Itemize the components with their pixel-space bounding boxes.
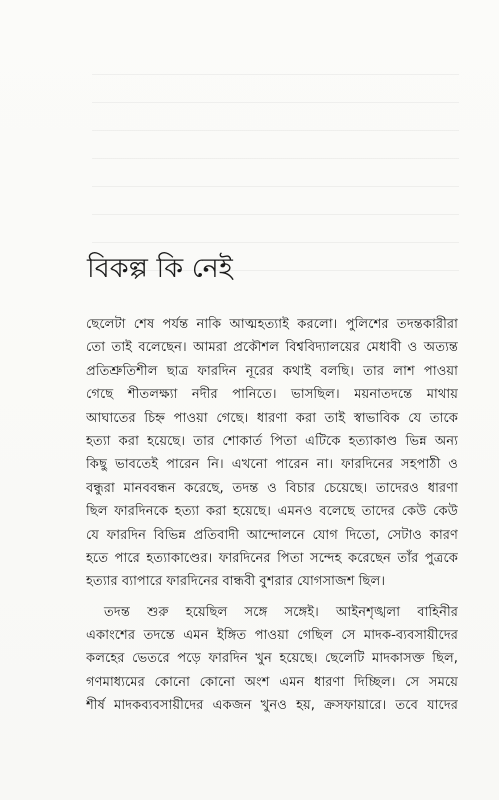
text-line: গেছে শীতলক্ষ্যা নদীর পানিতে। ভাসছিল। ময়নাতদন্তে মাথায় bbox=[86, 387, 458, 403]
text-line: বন্ধুরা মানববন্ধন করেছে, তদন্ত ও বিচার চেয়েছে। তাদেরও ধারণা bbox=[86, 480, 458, 496]
text-line: ছেলেটা শেষ পর্যন্ত নাকি আত্মহত্যাই করলো। পুলিশের তদন্তকারীরা bbox=[86, 317, 458, 332]
text-line: প্রতিশ্রুতিশীল ছাত্র ফারদিন নূরের কথাই বলছি। তার লাশ পাওয়া bbox=[86, 363, 458, 379]
text-line: কিছু ভাবতেই পারেন নি। এখনো পারেন না। ফারদিনের সহপাঠী ও bbox=[86, 457, 458, 473]
chapter-body bbox=[86, 313, 458, 718]
text-line: তো তাই বলেছেন। আমরা প্রকৌশল বিশ্ববিদ্যালয়ের মেধাবী ও অত্যন্ত bbox=[86, 340, 458, 356]
paragraph-2 bbox=[86, 601, 458, 718]
text-line: গণমাধ্যমের কোনো কোনো অংশ এমন ধারণা দিচ্ছিল। সে সময়ে bbox=[86, 674, 458, 690]
text-line: একাংশের তদন্তে এমন ইঙ্গিত পাওয়া গেছিল সে মাদক-ব্যবসায়ীদের bbox=[86, 628, 458, 644]
text-line: হতে পারে হত্যাকাণ্ডের। ফারদিনের পিতা সন্দেহ করেছেন তাঁর পুত্রকে bbox=[86, 550, 458, 566]
text-line: ছিল ফারদিনকে হত্যা করা হয়েছে। এমনও বলেছে তাদের কেউ কেউ bbox=[86, 504, 458, 520]
chapter-title: বিকল্প কি নেই bbox=[87, 253, 233, 284]
text-line: আঘাতের চিহ্ন পাওয়া গেছে। ধারণা করা তাই স্বাভাবিক যে তাকে bbox=[86, 410, 458, 426]
text-line: কলহের ভেতরে পড়ে ফারদিন খুন হয়েছে। ছেলেটি মাদকাসক্ত ছিল, bbox=[86, 651, 458, 667]
paragraph-1 bbox=[86, 313, 458, 594]
text-line: তদন্ত শুরু হয়েছিল সঙ্গে সঙ্গেই। আইনশৃঙ্খলা বাহিনীর bbox=[104, 604, 458, 620]
text-line: হত্যার ব্যাপারে ফারদিনের বান্ধবী বুশরার যোগসাজশ ছিল। bbox=[86, 574, 386, 590]
text-line: হত্যা করা হয়েছে। তার শোকার্ত পিতা এটিকে হত্যাকাণ্ড ভিন্ন অন্য bbox=[86, 433, 458, 449]
text-line: শীর্ষ মাদকব্যবসায়ীদের একজন খুনও হয়, ক্রসফায়ারে। তবে যাদের bbox=[86, 698, 458, 714]
text-line: যে ফারদিন বিভিন্ন প্রতিবাদী আন্দোলনে যোগ দিতো, সেটাও কারণ bbox=[86, 527, 458, 543]
